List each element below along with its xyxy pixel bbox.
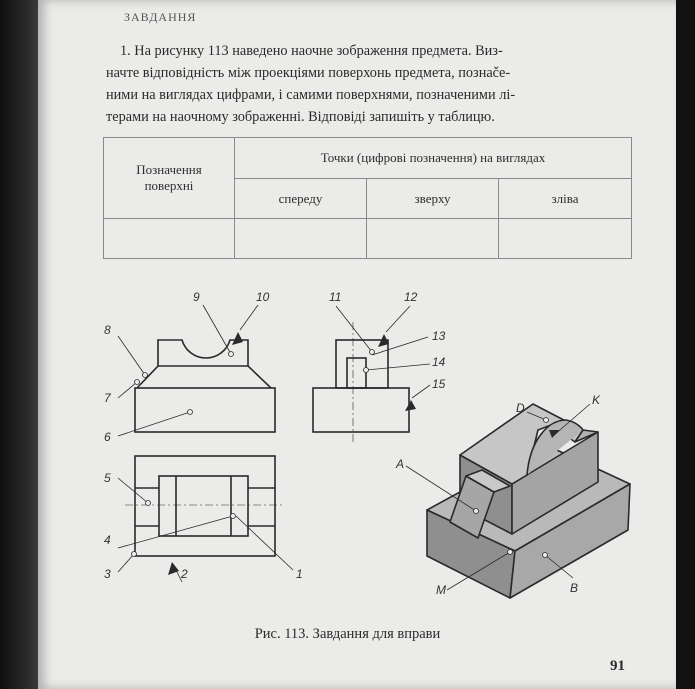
label-B: B: [570, 581, 579, 595]
label-4: 4: [104, 533, 111, 547]
figure-caption: Рис. 113. Завдання для вправи: [254, 626, 441, 642]
isometric-view: [427, 404, 630, 598]
label-3: 3: [104, 567, 111, 581]
points-group-header: Точки (цифрові позначення) на виглядах: [235, 138, 632, 179]
label-9: 9: [193, 290, 200, 304]
label-7: 7: [104, 391, 111, 405]
task-line-2: начте відповідність між проекціями поверхонь предмета, познače-: [106, 65, 511, 81]
top-view: [125, 456, 285, 556]
label-D: D: [516, 401, 525, 415]
label-K: K: [592, 393, 601, 407]
section-heading: ЗАВДАННЯ: [124, 10, 197, 24]
label-6: 6: [104, 430, 111, 444]
left-view: [313, 322, 409, 445]
label-15: 15: [432, 377, 446, 391]
left-view-header: зліва: [499, 179, 632, 219]
front-view-header: спереду: [235, 179, 367, 219]
surface-header-text: Позначення поверхні: [136, 162, 202, 193]
label-8: 8: [104, 323, 111, 337]
label-10: 10: [256, 290, 270, 304]
task-line-4: терами на наочному зображенні. Відповіді запишіть у таблицю.: [106, 109, 495, 125]
label-M: M: [436, 583, 446, 597]
top-view-header: зверху: [367, 179, 499, 219]
front-view: [135, 340, 275, 432]
task-line-1: 1. На рисунку 113 наведено наочне зображення предмета. Виз-: [120, 43, 503, 59]
label-5: 5: [104, 471, 111, 485]
label-14: 14: [432, 355, 446, 369]
label-A: A: [396, 457, 405, 471]
label-12: 12: [404, 290, 418, 304]
label-1: 1: [296, 567, 303, 581]
label-2: 2: [181, 567, 188, 581]
task-line-3: ними на виглядах цифрами, і самими поверхнями, позначеними лі-: [106, 87, 516, 103]
page-number: 91: [610, 658, 625, 674]
label-11: 11: [329, 290, 342, 304]
label-13: 13: [432, 329, 446, 343]
